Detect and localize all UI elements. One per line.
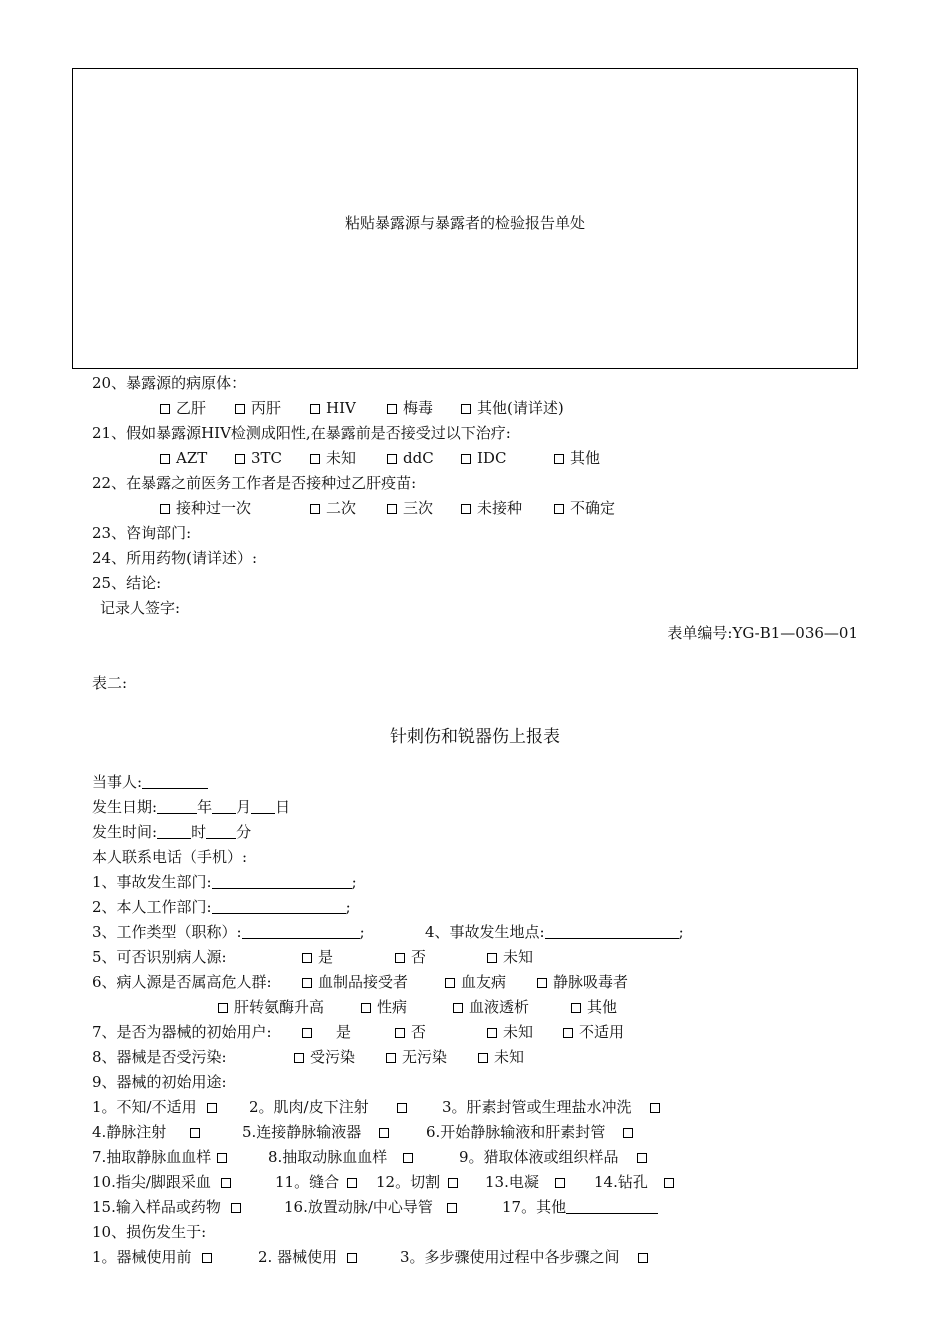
checkbox-icon[interactable] (387, 504, 397, 514)
checkbox-icon[interactable] (361, 1003, 371, 1013)
checkbox-icon[interactable] (302, 978, 312, 988)
checkbox-icon[interactable] (395, 1028, 405, 1038)
f6-label: 6、病人源是否属高危人群: (92, 973, 272, 991)
checkbox-icon[interactable] (453, 1003, 463, 1013)
checkbox-icon[interactable] (563, 1028, 573, 1038)
q21-option-azt[interactable]: AZT (160, 447, 207, 469)
f8-option-clean[interactable]: 无污染 (386, 1046, 447, 1068)
q22-option-unsure[interactable]: 不确定 (554, 497, 615, 519)
checkbox-icon[interactable] (650, 1103, 660, 1113)
f10-item[interactable]: 2. 器械使用 (258, 1246, 357, 1268)
f9-item[interactable]: 16.放置动脉/中心导管 (284, 1196, 457, 1218)
checkbox-icon[interactable] (397, 1103, 407, 1113)
checkbox-icon[interactable] (387, 454, 397, 464)
f7-option-unknown[interactable]: 未知 (487, 1021, 533, 1043)
checkbox-icon[interactable] (310, 454, 320, 464)
f4-field: 4、事故发生地点: ; (425, 923, 684, 941)
f6-option-other[interactable]: 其他 (571, 996, 617, 1018)
q21-option-3tc[interactable]: 3TC (235, 447, 282, 469)
checkbox-icon[interactable] (207, 1103, 217, 1113)
checkbox-icon[interactable] (637, 1153, 647, 1163)
checkbox-icon[interactable] (231, 1203, 241, 1213)
q20-option-other[interactable]: 其他(请详述) (461, 397, 564, 419)
f9-item[interactable]: 2。肌肉/皮下注射 (249, 1096, 407, 1118)
report-paste-area (72, 68, 858, 369)
work-dept-input[interactable] (212, 898, 346, 914)
q21-option-other[interactable]: 其他 (554, 447, 600, 469)
q22-option-three[interactable]: 三次 (387, 497, 433, 519)
month-input[interactable] (212, 798, 236, 814)
page-title: 针刺伤和锐器伤上报表 (390, 727, 560, 747)
f6-option-liver-enzyme[interactable]: 肝转氨酶升高 (218, 996, 324, 1018)
other-use-input[interactable] (566, 1198, 658, 1214)
checkbox-icon[interactable] (554, 504, 564, 514)
checkbox-icon[interactable] (555, 1178, 565, 1188)
q20-label: 20、暴露源的病原体： (92, 374, 247, 392)
f6-option-hemophilia[interactable]: 血友病 (445, 971, 506, 993)
checkbox-icon[interactable] (218, 1003, 228, 1013)
f1-field: 1、事故发生部门: ; (92, 873, 357, 891)
q24-label: 24、所用药物(请详述）: (92, 549, 257, 567)
f9-item[interactable]: 6.开始静脉输液和肝素封管 (426, 1121, 633, 1143)
checkbox-icon[interactable] (190, 1128, 200, 1138)
checkbox-icon[interactable] (302, 953, 312, 963)
checkbox-icon[interactable] (623, 1128, 633, 1138)
f6-option-dialysis[interactable]: 血液透析 (453, 996, 529, 1018)
f10-label: 10、损伤发生于: (92, 1223, 207, 1241)
f2-field: 2、本人工作部门: ; (92, 898, 351, 916)
checkbox-icon[interactable] (302, 1028, 312, 1038)
date-field: 发生日期: 年 月 日 (92, 798, 291, 816)
checkbox-icon[interactable] (221, 1178, 231, 1188)
q25-label: 25、结论: (92, 574, 162, 592)
checkbox-icon[interactable] (347, 1253, 357, 1263)
q22-label: 22、在暴露之前医务工作者是否接种过乙肝疫苗: (92, 474, 417, 492)
f7-option-na[interactable]: 不适用 (563, 1021, 624, 1043)
f9-item[interactable]: 8.抽取动脉血血样 (268, 1146, 413, 1168)
q21-option-idc[interactable]: IDC (461, 447, 506, 469)
paste-area-label: 粘贴暴露源与暴露者的检验报告单处 (344, 214, 585, 232)
checkbox-icon[interactable] (160, 504, 170, 514)
checkbox-icon[interactable] (571, 1003, 581, 1013)
checkbox-icon[interactable] (294, 1053, 304, 1063)
checkbox-icon[interactable] (461, 454, 471, 464)
recorder-signature-label: 记录人签字: (100, 599, 181, 617)
checkbox-icon[interactable] (235, 404, 245, 414)
party-input[interactable] (142, 773, 208, 789)
location-input[interactable] (545, 923, 679, 939)
f9-item[interactable]: 7.抽取静脉血血样 (92, 1146, 227, 1168)
checkbox-icon[interactable] (387, 404, 397, 414)
q20-option-syphilis[interactable]: 梅毒 (387, 397, 433, 419)
checkbox-icon[interactable] (217, 1153, 227, 1163)
checkbox-icon[interactable] (347, 1178, 357, 1188)
checkbox-icon[interactable] (537, 978, 547, 988)
f7-label: 7、是否为器械的初始用户: (92, 1023, 272, 1041)
checkbox-icon[interactable] (461, 504, 471, 514)
checkbox-icon[interactable] (395, 953, 405, 963)
f6-option-iv-drug[interactable]: 静脉吸毒者 (537, 971, 628, 993)
f9-item[interactable]: 3。肝素封管或生理盐水冲洗 (442, 1096, 660, 1118)
checkbox-icon[interactable] (202, 1253, 212, 1263)
f3-field: 3、工作类型（职称）: ; (92, 923, 365, 941)
day-input[interactable] (251, 798, 275, 814)
f8-option-unknown[interactable]: 未知 (478, 1046, 524, 1068)
checkbox-icon[interactable] (487, 1028, 497, 1038)
checkbox-icon[interactable] (160, 404, 170, 414)
checkbox-icon[interactable] (461, 404, 471, 414)
f9-item[interactable]: 13.电凝 (485, 1171, 565, 1193)
checkbox-icon[interactable] (235, 454, 245, 464)
checkbox-icon[interactable] (386, 1053, 396, 1063)
checkbox-icon[interactable] (447, 1203, 457, 1213)
q23-label: 23、咨询部门: (92, 524, 192, 542)
f9-label: 9、器械的初始用途: (92, 1073, 227, 1091)
f9-item[interactable]: 14.钻孔 (594, 1171, 674, 1193)
checkbox-icon[interactable] (403, 1153, 413, 1163)
checkbox-icon[interactable] (160, 454, 170, 464)
f10-item[interactable]: 3。多步骤使用过程中各步骤之间 (400, 1246, 648, 1268)
f5-option-no[interactable]: 否 (395, 946, 426, 968)
checkbox-icon[interactable] (379, 1128, 389, 1138)
f9-item[interactable]: 15.输入样品或药物 (92, 1196, 241, 1218)
f9-item[interactable]: 1。不知/不适用 (92, 1096, 217, 1118)
f6-option-blood-recipient[interactable]: 血制品接受者 (302, 971, 408, 993)
q21-option-ddc[interactable]: ddC (387, 447, 434, 469)
f7-option-no[interactable]: 否 (395, 1021, 426, 1043)
q21-label: 21、假如暴露源HIV检测成阳性,在暴露前是否接受过以下治疗: (92, 424, 511, 442)
job-type-input[interactable] (242, 923, 360, 939)
checkbox-icon[interactable] (487, 953, 497, 963)
table2-label: 表二: (92, 674, 128, 692)
f5-option-unknown[interactable]: 未知 (487, 946, 533, 968)
checkbox-icon[interactable] (554, 454, 564, 464)
time-field: 发生时间: 时 分 (92, 823, 252, 841)
f9-item[interactable]: 10.指尖/脚跟采血 (92, 1171, 231, 1193)
checkbox-icon[interactable] (638, 1253, 648, 1263)
f9-item[interactable]: 17。其他 (502, 1196, 658, 1218)
incident-dept-input[interactable] (212, 873, 352, 889)
phone-label: 本人联系电话（手机）: (92, 848, 248, 866)
checkbox-icon[interactable] (310, 504, 320, 514)
form-number: 表单编号:YG-B1—036—01 (667, 624, 858, 642)
q20-option-hiv[interactable]: HIV (310, 397, 356, 419)
f8-option-contaminated[interactable]: 受污染 (294, 1046, 355, 1068)
f6-option-std[interactable]: 性病 (361, 996, 407, 1018)
q20-option-hep-b[interactable]: 乙肝 (160, 397, 206, 419)
year-input[interactable] (157, 798, 197, 814)
q22-option-none[interactable]: 未接种 (461, 497, 522, 519)
f8-label: 8、器械是否受污染: (92, 1048, 227, 1066)
q22-option-once[interactable]: 接种过一次 (160, 497, 251, 519)
checkbox-icon[interactable] (445, 978, 455, 988)
f9-item[interactable]: 9。猎取体液或组织样品 (459, 1146, 647, 1168)
f9-item[interactable]: 12。切割 (376, 1171, 458, 1193)
q22-option-twice[interactable]: 二次 (310, 497, 356, 519)
checkbox-icon[interactable] (664, 1178, 674, 1188)
checkbox-icon[interactable] (448, 1178, 458, 1188)
f5-label: 5、可否识别病人源: (92, 948, 227, 966)
checkbox-icon[interactable] (310, 404, 320, 414)
f9-item[interactable]: 4.静脉注射 (92, 1121, 200, 1143)
minute-input[interactable] (206, 823, 236, 839)
f5-option-yes[interactable]: 是 (302, 946, 333, 968)
party-field: 当事人: (92, 771, 208, 793)
hour-input[interactable] (157, 823, 191, 839)
q21-option-unknown[interactable]: 未知 (310, 447, 356, 469)
f9-item[interactable]: 11。缝合 (275, 1171, 357, 1193)
q20-option-hep-c[interactable]: 丙肝 (235, 397, 281, 419)
f9-item[interactable]: 5.连接静脉输液器 (242, 1121, 389, 1143)
f10-item[interactable]: 1。器械使用前 (92, 1246, 212, 1268)
checkbox-icon[interactable] (478, 1053, 488, 1063)
f7-option-yes[interactable]: 是 (302, 1021, 351, 1043)
